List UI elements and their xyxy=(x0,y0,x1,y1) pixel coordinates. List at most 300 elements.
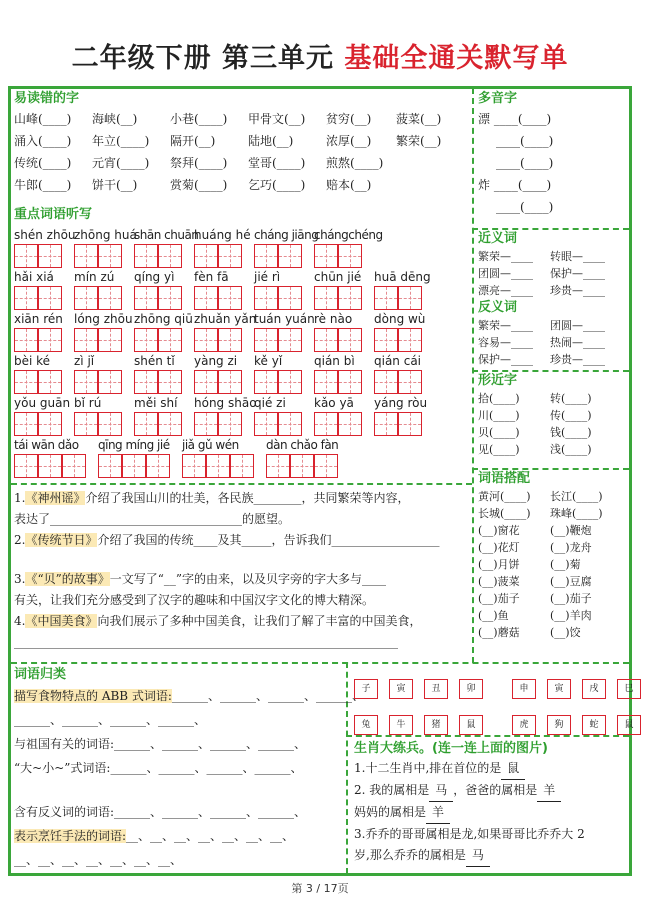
writing-cell xyxy=(74,370,98,394)
similar-row xyxy=(478,407,628,424)
pinyin: cháng jiāng xyxy=(254,228,319,242)
section-header: 词语归类 xyxy=(14,667,67,682)
writing-cell xyxy=(74,244,98,268)
word-item: 甲骨文(__) xyxy=(248,112,306,126)
section-header: 词语搭配 xyxy=(478,471,531,486)
pinyin: zhuǎn yǎn xyxy=(194,312,257,326)
writing-cell xyxy=(374,328,398,352)
pinyin: yáng ròu xyxy=(374,396,428,410)
classify-row xyxy=(14,824,344,848)
divider xyxy=(346,735,629,737)
q-text: 1.十二生肖中,排在首位的是 xyxy=(354,761,502,775)
writing-cell xyxy=(158,244,182,268)
writing-cell xyxy=(374,286,398,310)
word-item: 珠峰(____) xyxy=(550,507,603,520)
section-header: 反义词 xyxy=(478,300,518,315)
similar-row xyxy=(478,390,628,407)
word-item: 浓厚(__) xyxy=(326,134,372,148)
word-item: 煎熬(____) xyxy=(326,156,384,170)
pinyin: chángchéng xyxy=(314,228,383,242)
word-item: (__)茄子 xyxy=(550,592,592,605)
pinyin: jiǎ gǔ wén xyxy=(182,438,239,452)
easy-wrong-rows xyxy=(14,108,470,196)
zodiac-box: 丑 xyxy=(424,679,448,699)
section-header: 多音字 xyxy=(478,91,518,106)
q-text: ，爸爸的属相是 xyxy=(453,783,538,797)
writing-cell xyxy=(278,370,302,394)
writing-cell xyxy=(194,412,218,436)
word-item: (__)饺 xyxy=(550,626,581,639)
word-item: 转(____) xyxy=(550,392,592,405)
q-text: 一文写了“__”字的由来，以及贝字旁的字大多与____ xyxy=(109,572,387,586)
antonym-rows xyxy=(478,317,628,368)
pinyin: fèn fā xyxy=(194,270,229,284)
writing-cell xyxy=(230,454,254,478)
word-item: 川(____) xyxy=(478,409,520,422)
q-text: 介绍了我国的传统____及其_____，告诉我们__________________ xyxy=(97,533,440,547)
word-item: 珍贵—____ xyxy=(550,284,605,297)
collocation-section xyxy=(478,470,628,662)
synonym-section xyxy=(478,230,628,370)
word-item: 保护—____ xyxy=(550,267,605,280)
zodiac-box: 寅 xyxy=(547,679,571,699)
writing-cell xyxy=(218,244,242,268)
collocation-pair-row xyxy=(478,624,628,641)
zodiac-q2 xyxy=(354,780,628,802)
synonym-rows xyxy=(478,248,628,299)
writing-cell xyxy=(74,412,98,436)
writing-cell xyxy=(194,370,218,394)
writing-cell xyxy=(398,286,422,310)
easy-wrong-row xyxy=(14,130,470,152)
writing-cell xyxy=(38,454,62,478)
word-item: 涌入(____) xyxy=(14,134,72,148)
word-item: 饼干(__) xyxy=(92,178,138,192)
q-text: 向我们展示了多种中国美食，让我们了解了丰富的中国美食， xyxy=(97,614,422,628)
writing-grid-row xyxy=(14,286,434,312)
pinyin-row xyxy=(14,438,350,452)
writing-cell xyxy=(14,244,38,268)
answer: 羊 xyxy=(537,780,561,802)
classify-label: 含有反义词的词语: xyxy=(14,805,115,819)
writing-cell xyxy=(218,370,242,394)
zodiac-q1 xyxy=(354,758,628,780)
multi-sound-row xyxy=(478,196,628,218)
zodiac-box: 寅 xyxy=(389,679,413,699)
writing-cell xyxy=(158,286,182,310)
pinyin: qián bì xyxy=(314,354,355,368)
word-item: 钱(____) xyxy=(550,426,592,439)
zodiac-q3b xyxy=(354,845,628,867)
writing-cell xyxy=(134,412,158,436)
pinyin: shén zhōu xyxy=(14,228,76,242)
q-text: 妈妈的属相是 xyxy=(354,805,427,819)
pinyin: qié zi xyxy=(254,396,286,410)
word-item: 繁荣—____ xyxy=(478,250,533,263)
word-item: (__)茄子 xyxy=(478,592,520,605)
antonym-row xyxy=(478,317,628,334)
writing-cell xyxy=(158,370,182,394)
divider xyxy=(472,88,474,663)
collocation-pair-row xyxy=(478,539,628,556)
similar-row xyxy=(478,441,628,458)
writing-cell xyxy=(14,328,38,352)
word-item: (__)菊 xyxy=(550,558,581,571)
zodiac-q2b xyxy=(354,802,628,824)
word-item: 隔开(__) xyxy=(170,134,216,148)
antonym-row xyxy=(478,334,628,351)
pinyin-row xyxy=(14,270,434,284)
pinyin: yàng zi xyxy=(194,354,238,368)
writing-cell xyxy=(38,370,62,394)
word-item: 珍贵—____ xyxy=(550,353,605,366)
writing-cell xyxy=(134,286,158,310)
multi-sound-row xyxy=(478,108,628,130)
word-item: 祭拜(____) xyxy=(170,156,228,170)
pinyin: hóng shāo xyxy=(194,396,257,410)
zodiac-row xyxy=(354,712,494,735)
writing-cell xyxy=(38,244,62,268)
zodiac-box: 申 xyxy=(512,679,536,699)
zodiac-box: 兔 xyxy=(354,715,378,735)
pinyin: lóng zhōu xyxy=(74,312,133,326)
question-2 xyxy=(14,530,470,551)
word-item: (__)窗花 xyxy=(478,524,520,537)
word-item: 繁荣(__) xyxy=(396,134,442,148)
pinyin: yǒu guān xyxy=(14,396,71,410)
similar-chars-section xyxy=(478,372,628,468)
section-header: 近义词 xyxy=(478,231,518,246)
word-item: (__)鞭炮 xyxy=(550,524,592,537)
word-item: 海峡(__) xyxy=(92,112,138,126)
blank: ____(____) xyxy=(493,178,552,192)
writing-cell xyxy=(14,454,38,478)
blank-line xyxy=(14,551,470,569)
writing-cell xyxy=(338,244,362,268)
blank: ____(____) xyxy=(496,134,554,148)
writing-cell xyxy=(374,370,398,394)
pinyin: huā dēng xyxy=(374,270,431,284)
word-item: 菠菜(__) xyxy=(396,112,442,126)
writing-cell xyxy=(218,412,242,436)
word-item: 陆地(__) xyxy=(248,134,294,148)
writing-cell xyxy=(314,328,338,352)
collocation-pair-row xyxy=(478,607,628,624)
blank: ____(____) xyxy=(493,112,552,126)
classify-label: 描写食物特点的 ABB 式词语: xyxy=(14,689,172,703)
q-number: 3. xyxy=(14,572,26,586)
writing-cell xyxy=(194,244,218,268)
answer: 马 xyxy=(429,780,453,802)
classify-label: 表示烹饪手法的词语: xyxy=(14,829,127,843)
zodiac-row xyxy=(354,676,494,699)
writing-cell xyxy=(254,286,278,310)
synonym-row xyxy=(478,265,628,282)
synonym-row xyxy=(478,282,628,299)
q-number: 4. xyxy=(14,614,26,628)
writing-cell xyxy=(278,328,302,352)
writing-cell xyxy=(278,412,302,436)
classify-row xyxy=(14,800,344,824)
question-4 xyxy=(14,611,470,632)
multi-sound-row xyxy=(478,152,628,174)
writing-cell xyxy=(122,454,146,478)
pinyin: kě yǐ xyxy=(254,354,283,368)
answer: 羊 xyxy=(426,802,450,824)
writing-cell xyxy=(98,412,122,436)
word-item: 团圆—____ xyxy=(478,267,533,280)
easy-wrong-section xyxy=(14,90,470,208)
blank: ______、______、______、______、 xyxy=(171,689,364,703)
pinyin: dòng wù xyxy=(374,312,426,326)
multi-sound-section xyxy=(478,90,628,228)
word-item: 贝(____) xyxy=(478,426,520,439)
word-classify-section xyxy=(14,666,364,872)
word-item: (__)鱼 xyxy=(478,609,509,622)
reading-section xyxy=(14,488,470,660)
classify-row xyxy=(14,732,344,756)
word-item: 赔本(__) xyxy=(326,178,372,192)
word-item: (__)蘑菇 xyxy=(478,626,520,639)
zodiac-box: 巳 xyxy=(617,679,641,699)
collocation-pairs xyxy=(478,522,628,641)
pinyin: mín zú xyxy=(74,270,115,284)
blank: ______、______、______、______、 xyxy=(114,737,307,751)
writing-cell xyxy=(194,328,218,352)
pinyin: zhōng qiū xyxy=(134,312,193,326)
blank: ______、______、______、______、 xyxy=(114,805,307,819)
section-header: 易读错的字 xyxy=(14,91,80,106)
pinyin: jié rì xyxy=(254,270,281,284)
writing-cell xyxy=(38,286,62,310)
collocation-pair-row xyxy=(478,573,628,590)
word-item: (__)羊肉 xyxy=(550,609,592,622)
writing-cell xyxy=(14,286,38,310)
section-header: 生肖大练兵。(连一连上面的图片) xyxy=(354,741,548,756)
classify-row xyxy=(14,756,344,780)
writing-cell xyxy=(218,286,242,310)
writing-cell xyxy=(338,412,362,436)
pinyin: qián cái xyxy=(374,354,422,368)
word-item: 长城(____) xyxy=(478,507,531,520)
q-text: 岁,那么乔乔的属相是 xyxy=(354,848,466,862)
q-text: 2. 我的属相是 xyxy=(354,783,430,797)
word-item: 漂亮—____ xyxy=(478,284,533,297)
word-item: 元宵(____) xyxy=(92,156,150,170)
writing-cell xyxy=(206,454,230,478)
word-item: 赏菊(____) xyxy=(170,178,228,192)
writing-cell xyxy=(338,370,362,394)
zodiac-q3: 3.乔乔的哥哥属相是龙,如果哥哥比乔乔大 2 xyxy=(354,827,585,841)
writing-cell xyxy=(374,412,398,436)
blank: __、__、__、__、__、__、__、 xyxy=(14,853,183,867)
classify-label: 与祖国有关的词语: xyxy=(14,737,115,751)
q-text: 介绍了我国山川的壮美，各民族________，共同繁荣等内容， xyxy=(85,491,410,505)
pinyin: kǎo yā xyxy=(314,396,354,410)
writing-cell xyxy=(266,454,290,478)
writing-cell xyxy=(254,244,278,268)
zodiac-box: 猪 xyxy=(424,715,448,735)
writing-cell xyxy=(158,328,182,352)
answer: 鼠 xyxy=(501,758,525,780)
zodiac-picture-area xyxy=(352,672,634,734)
key-words-section xyxy=(6,228,472,484)
zodiac-box: 牛 xyxy=(389,715,413,735)
pinyin: bǐ rú xyxy=(74,396,102,410)
pinyin: tái wān dǎo xyxy=(14,438,79,452)
blank-line xyxy=(14,780,344,800)
writing-grid-row xyxy=(14,370,434,396)
writing-cell xyxy=(74,328,98,352)
question-3 xyxy=(14,569,470,590)
antonym-row xyxy=(478,351,628,368)
word-item: (__)菠菜 xyxy=(478,575,520,588)
pinyin: xiān rén xyxy=(14,312,63,326)
zodiac-box: 蛇 xyxy=(582,715,606,735)
key-words-header-box xyxy=(14,206,472,230)
writing-cell xyxy=(182,454,206,478)
writing-cell xyxy=(254,370,278,394)
writing-grid-row xyxy=(14,454,350,480)
pinyin: zì jǐ xyxy=(74,354,95,368)
word-item: 堂哥(____) xyxy=(248,156,306,170)
writing-cell xyxy=(38,328,62,352)
writing-cell xyxy=(98,370,122,394)
zodiac-row xyxy=(512,676,652,699)
collocation-top xyxy=(478,488,628,522)
pinyin-row xyxy=(14,228,383,242)
word-item: (__)龙舟 xyxy=(550,541,592,554)
answer: 马 xyxy=(466,845,490,867)
word-item: 牛郎(____) xyxy=(14,178,72,192)
word-item: (__)豆腐 xyxy=(550,575,592,588)
writing-cell xyxy=(254,328,278,352)
zodiac-box: 鼠 xyxy=(617,715,641,735)
writing-cell xyxy=(14,412,38,436)
zodiac-box: 戌 xyxy=(582,679,606,699)
word-item: 转眼—____ xyxy=(550,250,605,263)
writing-cell xyxy=(338,286,362,310)
word-item: 乞巧(____) xyxy=(248,178,306,192)
writing-cell xyxy=(146,454,170,478)
writing-cell xyxy=(314,244,338,268)
q-text: 有关，让我们充分感受到了汉字的趣味和中国汉字文化的博大精深。 xyxy=(14,593,375,607)
pinyin: huáng hé xyxy=(194,228,251,242)
multi-sound-char: 炸 xyxy=(478,178,491,192)
writing-cell xyxy=(74,286,98,310)
q-title: 《“贝”的故事》 xyxy=(25,572,110,586)
word-item: 传统(____) xyxy=(14,156,72,170)
pinyin: hǎi xiá xyxy=(14,270,54,284)
writing-cell xyxy=(398,328,422,352)
collocation-pair-row xyxy=(478,522,628,539)
pinyin: chūn jié xyxy=(314,270,362,284)
word-item: 繁荣—____ xyxy=(478,319,533,332)
page-title xyxy=(0,36,640,75)
writing-cell xyxy=(62,454,86,478)
zodiac-box: 虎 xyxy=(512,715,536,735)
writing-cell xyxy=(134,244,158,268)
writing-grid-row xyxy=(14,244,374,270)
word-item: 浅(____) xyxy=(550,443,592,456)
collocation-pair-row xyxy=(478,556,628,573)
word-item: 团圆—____ xyxy=(550,319,605,332)
question-1 xyxy=(14,488,470,509)
pinyin-row xyxy=(14,312,434,326)
multi-sound-row xyxy=(478,174,628,196)
writing-grid-row xyxy=(14,412,434,438)
writing-cell xyxy=(38,412,62,436)
word-item: 小巷(____) xyxy=(170,112,228,126)
writing-cell xyxy=(14,370,38,394)
blank: __、__、__、__、__、__、__、 xyxy=(126,829,295,843)
classify-label: “大~小~”式词语: xyxy=(14,761,111,775)
q-title: 《传统节日》 xyxy=(25,533,98,547)
writing-cell xyxy=(338,328,362,352)
writing-cell xyxy=(98,328,122,352)
collocation-row xyxy=(478,505,628,522)
synonym-row xyxy=(478,248,628,265)
writing-cell xyxy=(314,370,338,394)
word-item: 容易—____ xyxy=(478,336,533,349)
title-black: 二年级下册 第三单元 xyxy=(71,43,334,74)
easy-wrong-row xyxy=(14,108,470,130)
writing-cell xyxy=(314,454,338,478)
collocation-row xyxy=(478,488,628,505)
word-item: 见(____) xyxy=(478,443,520,456)
pinyin: dàn chǎo fàn xyxy=(266,438,339,452)
word-item: (__)月饼 xyxy=(478,558,520,571)
zodiac-row xyxy=(512,712,652,735)
writing-cell xyxy=(398,412,422,436)
pinyin-row xyxy=(14,354,434,368)
word-item: 贫穷(__) xyxy=(326,112,372,126)
pinyin: tuán yuán xyxy=(254,312,315,326)
word-item: 传(____) xyxy=(550,409,592,422)
page-footer: 第 3 / 17页 xyxy=(291,882,349,895)
multi-sound-char: 漂 xyxy=(478,112,491,126)
writing-cell xyxy=(314,412,338,436)
zodiac-box: 鼠 xyxy=(459,715,483,735)
writing-cell xyxy=(314,286,338,310)
word-item: 山峰(____) xyxy=(14,112,72,126)
writing-grid-row xyxy=(14,328,434,354)
pinyin: shān chuān xyxy=(134,228,199,242)
writing-cell xyxy=(218,328,242,352)
pinyin: shén tǐ xyxy=(134,354,175,368)
writing-cell xyxy=(98,286,122,310)
similar-chars-rows xyxy=(478,390,628,458)
blank: ______、______、______、______、 xyxy=(14,713,207,727)
q-number: 1. xyxy=(14,491,26,505)
writing-cell xyxy=(98,454,122,478)
similar-row xyxy=(478,424,628,441)
zodiac-practice xyxy=(354,740,628,872)
word-item: 拾(____) xyxy=(478,392,520,405)
writing-cell xyxy=(278,244,302,268)
zodiac-box: 卯 xyxy=(459,679,483,699)
word-item: 热闹—____ xyxy=(550,336,605,349)
multi-sound-row xyxy=(478,130,628,152)
q-title: 《神州谣》 xyxy=(25,491,86,505)
word-item: 年立(____) xyxy=(92,134,150,148)
pinyin: měi shí xyxy=(134,396,178,410)
writing-cell xyxy=(158,412,182,436)
word-item: 黄河(____) xyxy=(478,490,531,503)
title-red: 基础全通关默写单 xyxy=(344,43,569,74)
pinyin: zhōng huá xyxy=(74,228,137,242)
pinyin: rè nào xyxy=(314,312,353,326)
